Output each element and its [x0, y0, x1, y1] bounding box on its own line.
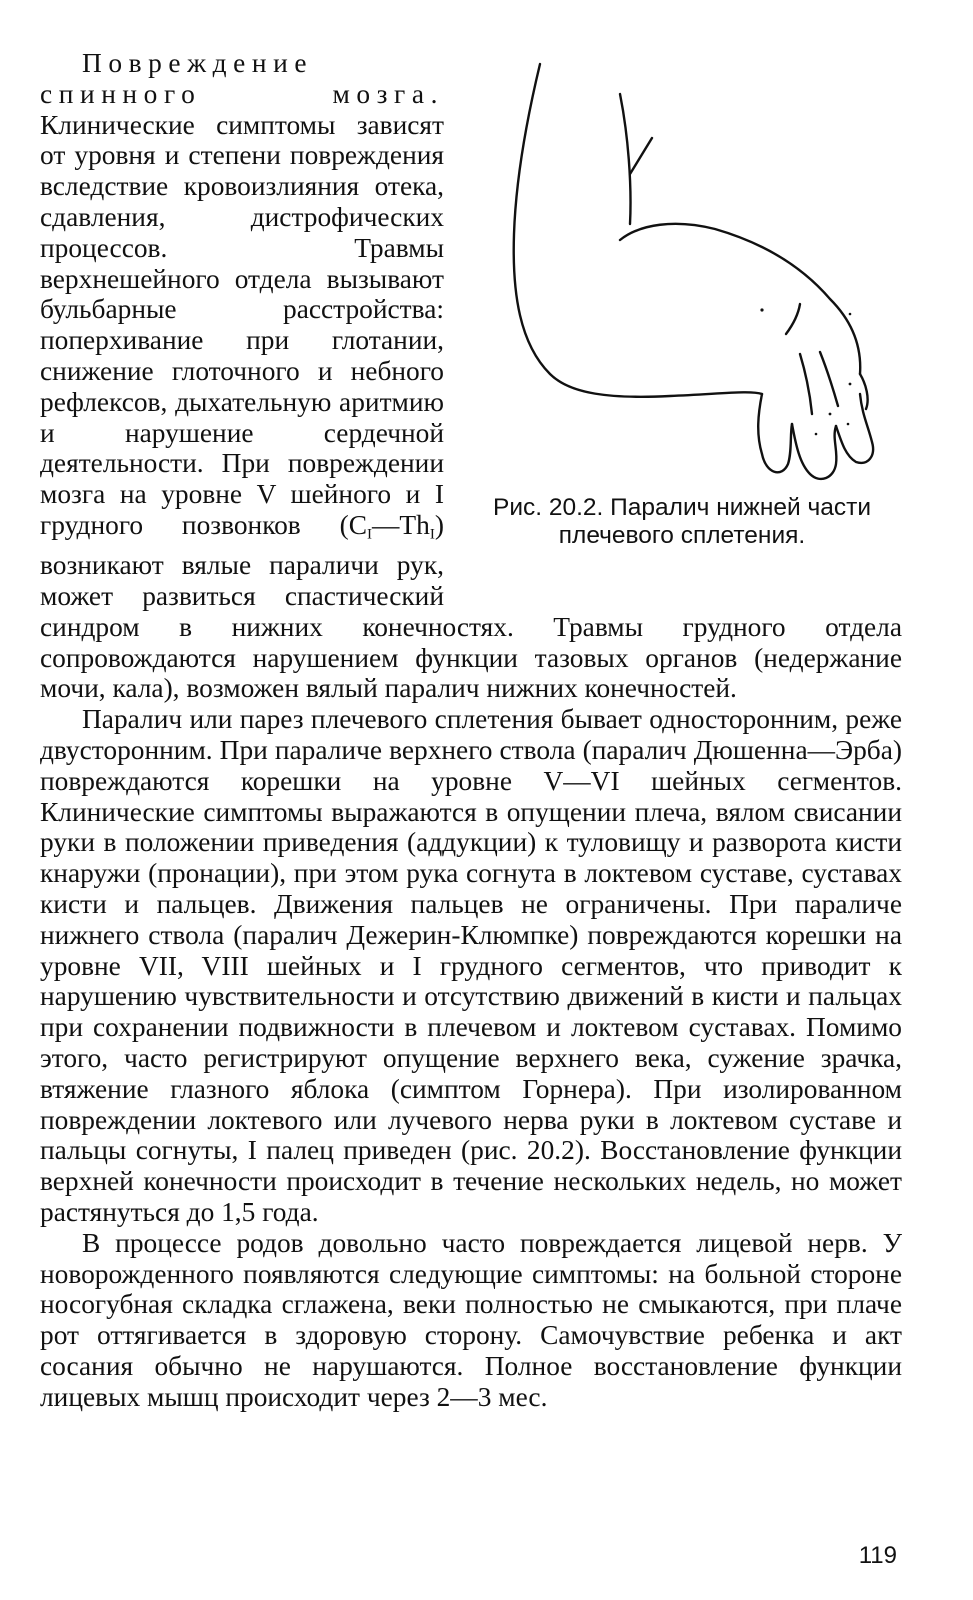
arm-paralysis-illustration — [500, 54, 900, 494]
paragraph-text-b: —Th — [372, 509, 430, 540]
figure — [462, 48, 902, 593]
body-text — [40, 48, 902, 1413]
paragraph-text-a: Клинические симптомы зависят от уровня и степени повреждения вследствие кровоизлияния отека, сдавления, дистрофических процессов. Травмы верхнешейного отдела вызывают бульбарные расстройства: поперхивание при глотании, снижение глоточного и небного рефлексов, дыхательную аритмию и нарушение сердечной деятельности. При повреждении мозга на уровне V шейного и I грудного позвонков (C — [40, 109, 444, 540]
paragraph-text-c: ) возникают вялые параличи рук, может развиться спастический синдром в нижних конечностях. Травмы грудного отдела сопровождаются нарушением функции тазовых органов (недержание мочи, кала), возможен вялый паралич нижних конечностей. — [40, 509, 902, 704]
paragraph-brachial-plexus: Паралич или парез плечевого сплетения бывает односторонним, реже двусторонним. При параличе верхнего ствола (паралич Дюшенна—Эрба) повреждаются корешки на уровне V—VI шейных сегментов. Клинические симптомы выражаются в опущении плеча, вялом свисании руки в положении приведения (аддукции) к туловищу и разворота кисти кнаружи (пронации), при этом рука согнута в локтевом суставе, суставах кисти и пальцев. Движения пальцев не ограничены. При параличе нижнего ствола (паралич Дежерин-Клюмпке) повреждаются корешки на уровне VII, VIII шейных и I грудного сегментов, что приводит к нарушению чувствительности и отсутствию движений в кисти и пальцах при сохранении подвижности в плечевом и локтевом суставах. Помимо этого, часто регистрируют опущение верхнего века, сужение зрачка, втяжение глазного яблока (симптом Горнера). При изолированном повреждении локтевого или лучевого нерва руки в локтевом суставе и пальцы согнуты, I палец приведен (рис. 20.2). Восстановление функции верхней конечности происходит в течение нескольких недель, но может растянуться до 1,5 года. — [40, 704, 902, 1227]
subscript-th: I — [429, 526, 435, 543]
caption-line-2: плечевого сплетения. — [558, 522, 806, 549]
paragraph-heading: Повреждение спинного мозга. — [40, 48, 444, 109]
paragraph-facial-nerve: В процессе родов довольно часто повреждается лицевой нерв. У новорожденного появляются следующие симптомы: на больной стороне носогубная складка сглажена, веки полностью не смыкаются, при плаче рот оттягивается в здоровую сторону. Самочувствие ребенка и акт сосания обычно не нарушаются. Полное восстановление функции лицевых мышц происходит через 2—3 мес. — [40, 1227, 902, 1412]
page-number: 119 — [858, 1542, 897, 1569]
subscript-c: I — [366, 526, 373, 543]
figure-caption — [462, 494, 902, 550]
caption-line-1: Рис. 20.2. Паралич нижней части — [492, 494, 872, 521]
